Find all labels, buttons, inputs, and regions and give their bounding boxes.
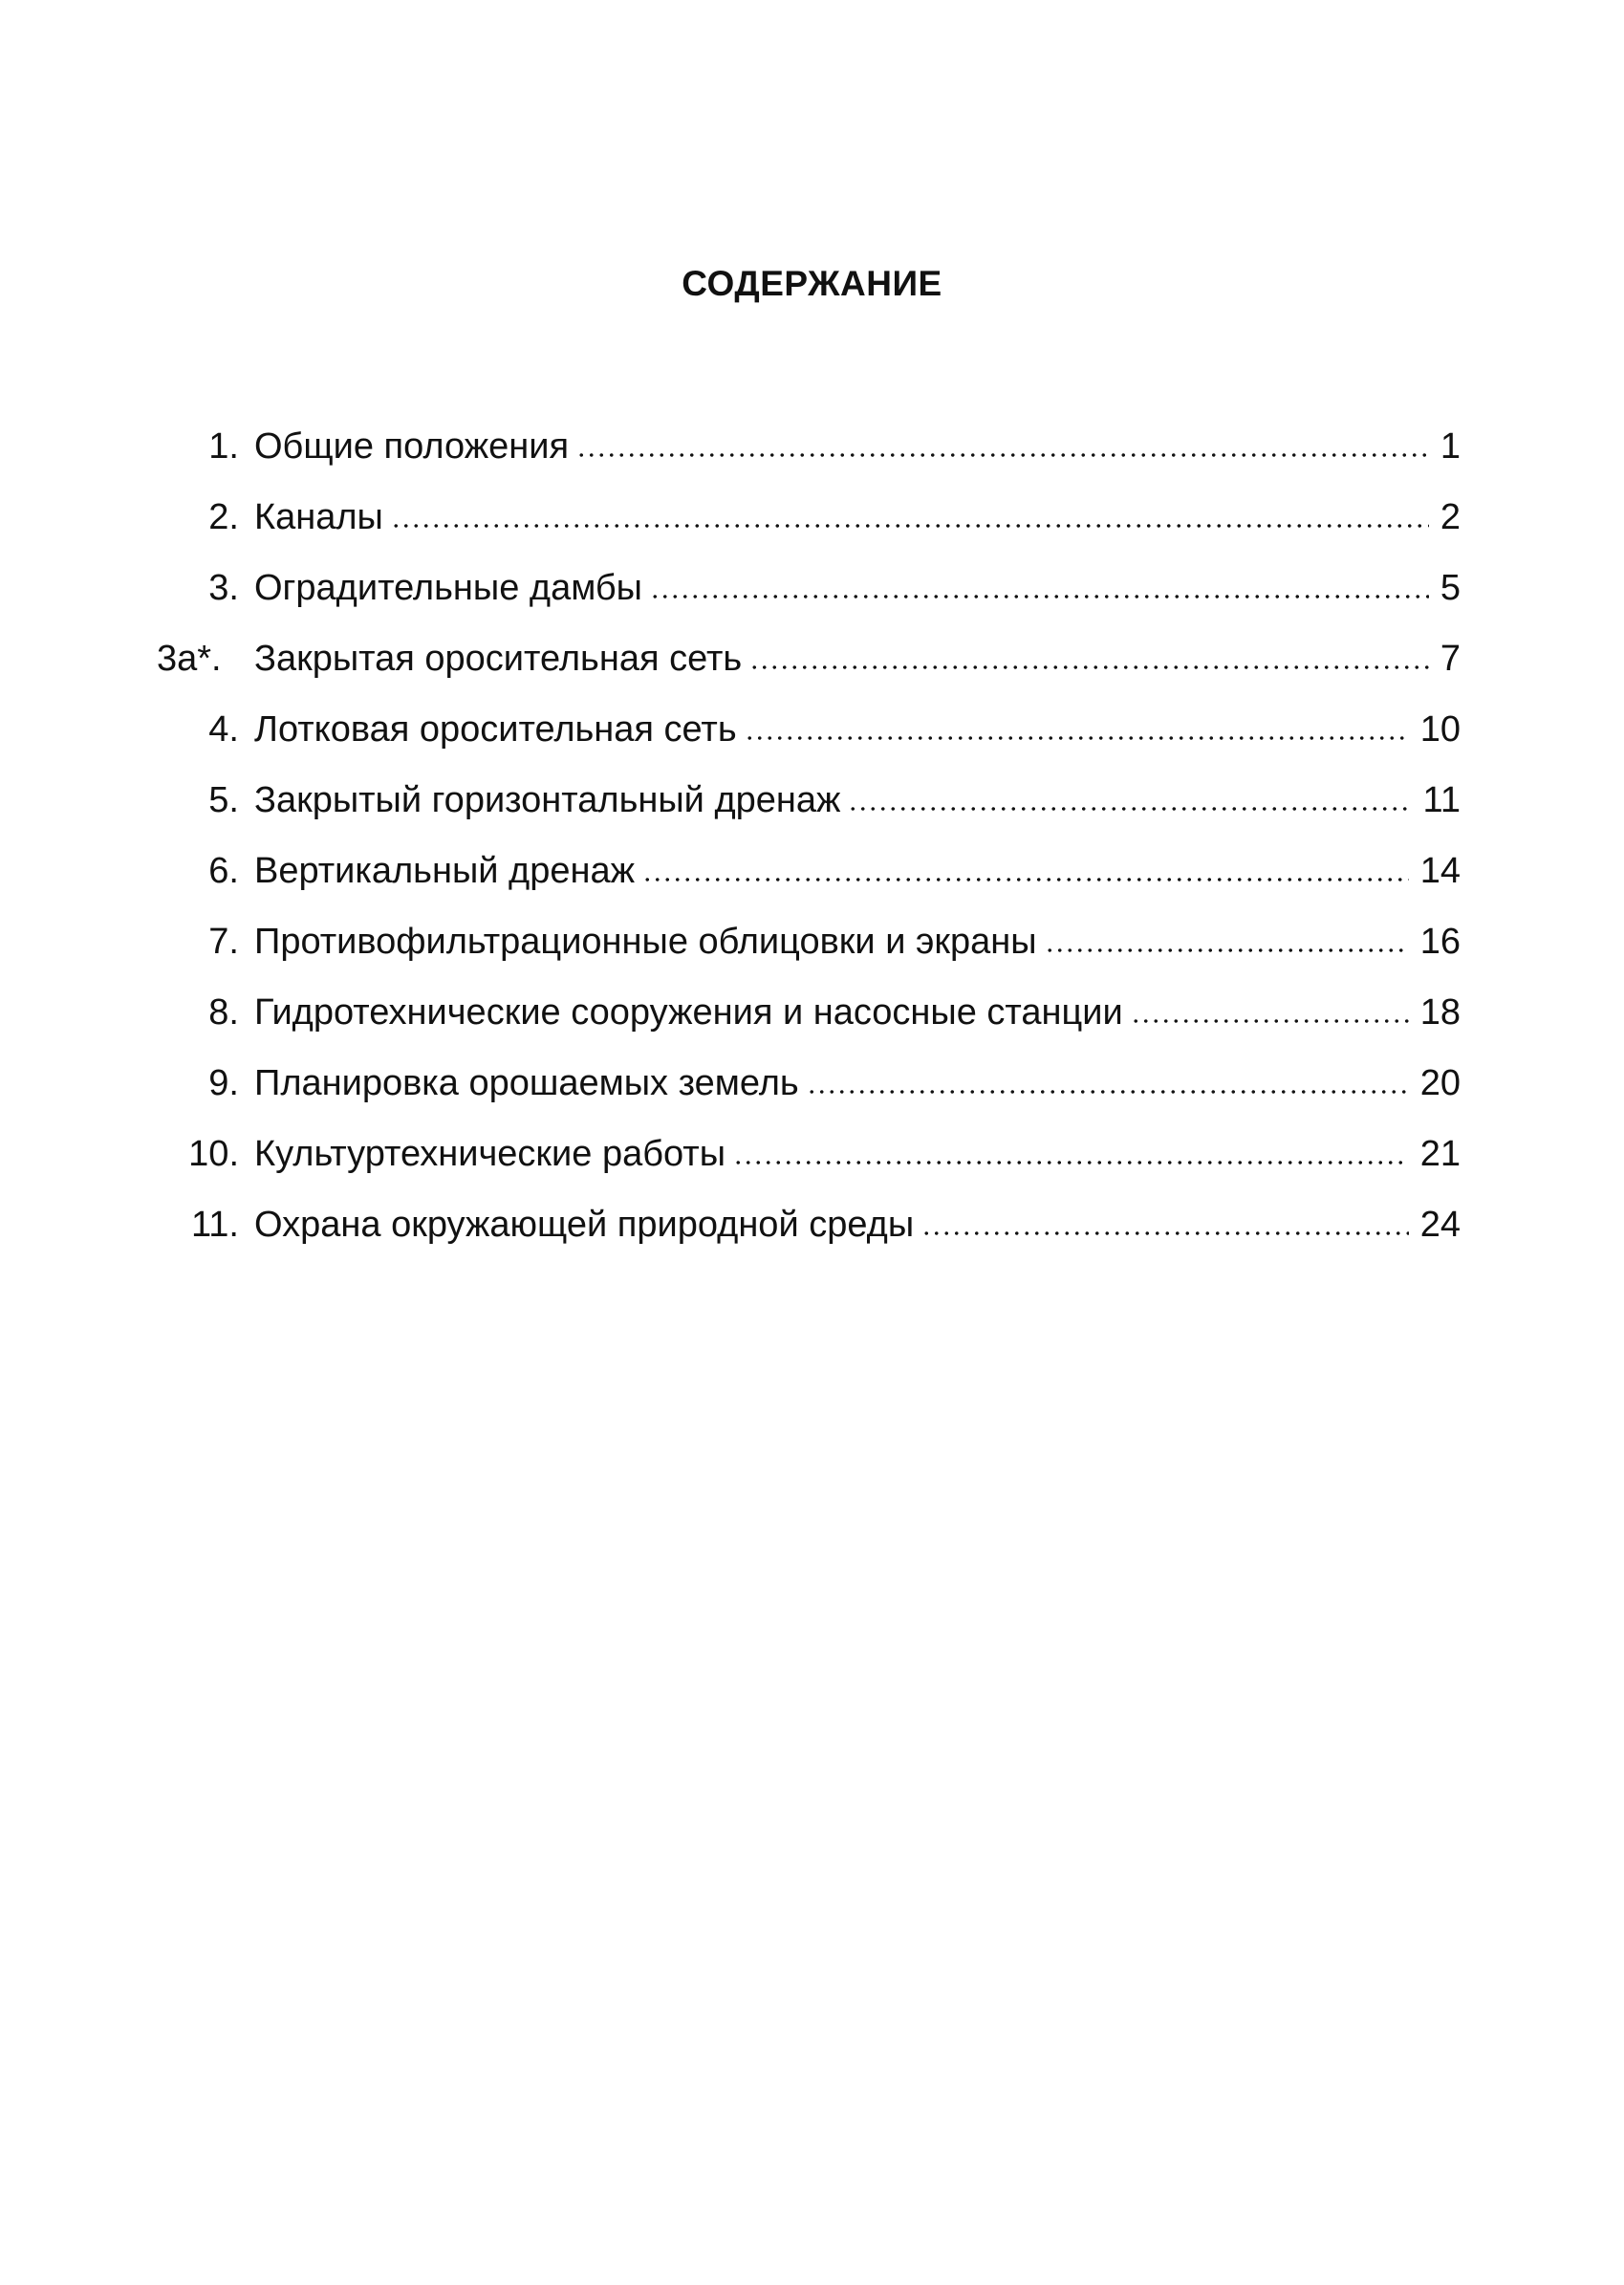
toc-entry[interactable] — [134, 853, 1461, 924]
toc-entry-page: 24 — [1419, 1205, 1461, 1245]
dot-leader — [749, 642, 1429, 670]
toc-entry-page: 1 — [1440, 426, 1461, 467]
toc-entry-number: 5. — [208, 780, 239, 820]
toc-entry-number: 8. — [208, 992, 239, 1033]
page-title: СОДЕРЖАНИЕ — [682, 264, 942, 303]
toc-entry[interactable] — [134, 641, 1461, 711]
toc-entry[interactable] — [134, 994, 1461, 1065]
toc-entry-page: 10 — [1419, 709, 1461, 750]
toc-entry-page: 16 — [1419, 922, 1461, 962]
toc-entry-title: Лотковая оросительная сеть — [254, 709, 737, 750]
toc-entry[interactable] — [134, 428, 1461, 499]
toc-entry-title: Планировка орошаемых земель — [254, 1063, 799, 1103]
toc-entry-number: 10. — [188, 1134, 239, 1174]
toc-entry-number: 7. — [208, 922, 239, 962]
toc-entry-title: Общие положения — [254, 426, 570, 467]
dot-leader — [745, 712, 1409, 741]
toc-entry-number: 2. — [208, 497, 239, 537]
toc-entry-title: Охрана окружающей природной среды — [254, 1205, 915, 1245]
dot-leader — [650, 571, 1429, 599]
toc-entry-title: Закрытый горизонтальный дренаж — [254, 780, 841, 820]
toc-entry-page: 18 — [1419, 992, 1461, 1033]
dot-leader — [642, 854, 1409, 882]
toc-entry-title: Гидротехнические сооружения и насосные станции — [254, 992, 1123, 1033]
toc-entry[interactable] — [134, 1136, 1461, 1207]
toc-entry-page: 14 — [1419, 851, 1461, 891]
toc-entry[interactable] — [134, 924, 1461, 994]
toc-entry-number: 3а*. — [157, 639, 222, 679]
toc-entry-page: 7 — [1440, 639, 1461, 679]
dot-leader — [848, 783, 1411, 812]
toc-entry-title: Противофильтрационные облицовки и экраны — [254, 922, 1037, 962]
toc-entry-page: 11 — [1422, 780, 1461, 820]
dot-leader — [807, 1066, 1409, 1095]
toc-entry[interactable] — [134, 1207, 1461, 1277]
toc-entry-number: 1. — [208, 426, 239, 467]
toc-entry-number: 11. — [190, 1205, 239, 1245]
table-of-contents — [134, 428, 1461, 1277]
toc-entry[interactable] — [134, 570, 1461, 641]
toc-entry[interactable] — [134, 711, 1461, 782]
toc-entry-page: 5 — [1440, 568, 1461, 608]
toc-entry-number: 3. — [208, 568, 239, 608]
toc-entry-page: 2 — [1440, 497, 1461, 537]
toc-entry-title: Закрытая оросительная сеть — [254, 639, 743, 679]
toc-entry-title: Каналы — [254, 497, 383, 537]
dot-leader — [921, 1208, 1409, 1236]
toc-entry[interactable] — [134, 499, 1461, 570]
toc-entry-number: 6. — [208, 851, 239, 891]
toc-entry-title: Культуртехнические работы — [254, 1134, 726, 1174]
dot-leader — [733, 1137, 1409, 1165]
toc-entry-number: 9. — [208, 1063, 239, 1103]
dot-leader — [1045, 925, 1409, 953]
dot-leader — [391, 500, 1429, 529]
toc-entry-title: Оградительные дамбы — [254, 568, 642, 608]
dot-leader — [576, 429, 1429, 458]
toc-entry[interactable] — [134, 1065, 1461, 1136]
toc-entry-page: 21 — [1419, 1134, 1461, 1174]
toc-entry-number: 4. — [208, 709, 239, 750]
dot-leader — [1131, 995, 1409, 1024]
toc-entry-title: Вертикальный дренаж — [254, 851, 636, 891]
toc-entry[interactable] — [134, 782, 1461, 853]
toc-entry-page: 20 — [1419, 1063, 1461, 1103]
